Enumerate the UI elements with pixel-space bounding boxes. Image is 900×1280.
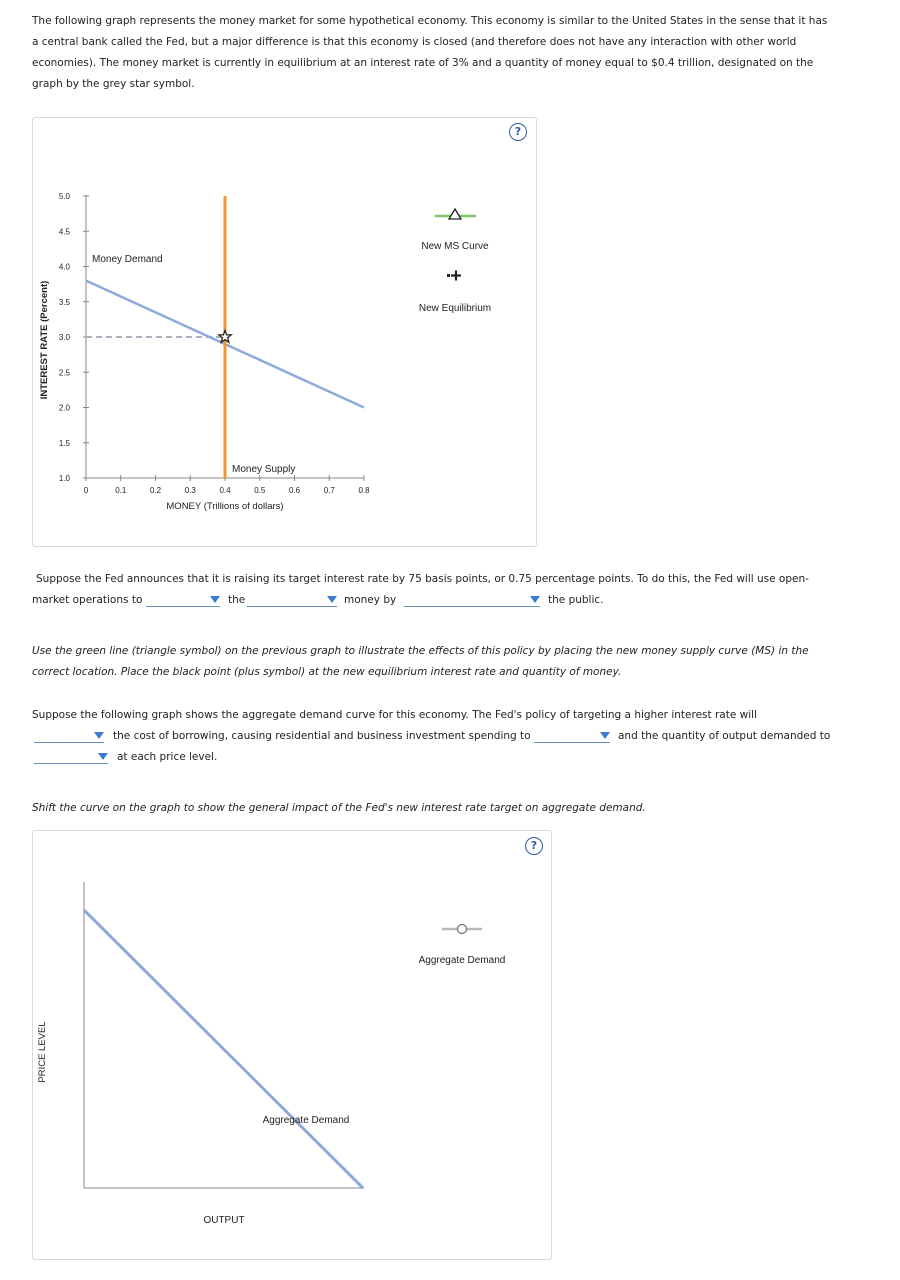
instruction-1	[32, 641, 862, 683]
x-tick-label: 0.7	[323, 486, 335, 495]
intro-line: a central bank called the Fed, but a major difference is that this economy is closed (and therefore does not have any interaction with other world	[32, 36, 797, 48]
new-equilibrium-tool[interactable]	[447, 271, 461, 281]
x-tick-label: 0.1	[115, 486, 127, 495]
q2-dropdown-investment[interactable]	[534, 730, 610, 743]
chevron-down-icon	[210, 596, 220, 603]
price-level-axis-label: PRICE LEVEL	[37, 1021, 48, 1083]
instruction-1-line: Use the green line (triangle symbol) on the previous graph to illustrate the effects of this policy by placing the new money supply curve (MS) in the	[32, 645, 809, 657]
chevron-down-icon	[600, 732, 610, 739]
q1-dropdown-counterparty[interactable]	[404, 594, 540, 607]
y-tick-label: 3.5	[58, 297, 70, 307]
output-axis-label: OUTPUT	[203, 1215, 245, 1226]
y-tick-label: 2.5	[58, 368, 70, 378]
q1-mid1: the	[228, 594, 246, 606]
y-axis-label: INTEREST RATE (Percent)	[39, 280, 50, 400]
money-supply-label: Money Supply	[232, 464, 296, 475]
legend-new-equilibrium: New Equilibrium	[418, 303, 492, 314]
new-ms-curve-tool[interactable]	[435, 209, 476, 219]
chevron-down-icon	[98, 753, 108, 760]
y-tick-label: 4.0	[58, 262, 70, 272]
x-tick-label: 0.3	[184, 486, 196, 495]
x-axis-label: MONEY (Trillions of dollars)	[166, 501, 284, 512]
question-2-line1: Suppose the following graph shows the aggregate demand curve for this economy. The Fed's policy of targeting a higher interest rate will	[32, 709, 757, 721]
instruction-2: Shift the curve on the graph to show the general impact of the Fed's new interest rate target on aggregate demand.	[32, 802, 646, 814]
help-icon[interactable]: ?	[525, 837, 543, 855]
aggregate-demand-curve-label: Aggregate Demand	[262, 1115, 350, 1126]
chevron-down-icon	[327, 596, 337, 603]
aggregate-demand-curve[interactable]	[84, 910, 363, 1188]
y-tick-label: 5.0	[58, 192, 70, 201]
x-tick-label: 0.2	[149, 486, 162, 495]
question-1-line1: Suppose the Fed announces that it is raising its target interest rate by 75 basis points, or 0.75 percentage points. To do this, the Fed will use open-	[36, 573, 809, 585]
aggregate-demand-tool[interactable]	[442, 925, 482, 934]
aggregate-demand-graph	[0, 830, 900, 1270]
y-tick-label: 2.0	[58, 403, 70, 413]
x-tick-label: 0.5	[254, 486, 266, 495]
q1-dropdown-direction[interactable]	[247, 594, 337, 607]
help-icon[interactable]: ?	[509, 123, 527, 141]
legend-aggregate-demand: Aggregate Demand	[418, 955, 506, 966]
q1-mid2: money by	[344, 594, 397, 606]
y-tick-label: 4.5	[58, 227, 70, 237]
x-tick-label: 0.4	[219, 486, 231, 495]
intro-line: graph by the grey star symbol.	[32, 78, 195, 90]
q1-dropdown-action[interactable]	[146, 594, 220, 607]
y-tick-label: 1.0	[58, 474, 70, 483]
q1-prefix: market operations to	[32, 594, 143, 606]
question-2	[32, 705, 862, 726]
instruction-1-line: correct location. Place the black point (plus symbol) at the new equilibrium interest rate and quantity of money.	[32, 666, 622, 678]
y-ticks	[59, 192, 89, 483]
intro-line: The following graph represents the money market for some hypothetical economy. This economy is similar to the United States in the sense that it has	[32, 15, 828, 27]
x-tick-label: 0.8	[358, 486, 370, 495]
q2-suffix: at each price level.	[117, 751, 218, 763]
q2-mid2: and the quantity of output demanded to	[618, 730, 831, 742]
money-market-graph	[0, 0, 900, 560]
chevron-down-icon	[94, 732, 104, 739]
intro-line: economies). The money market is currently in equilibrium at an interest rate of 3% and a quantity of money equal to $0.4 trillion, designated on the	[32, 57, 814, 69]
triangle-icon	[449, 209, 461, 219]
legend-new-ms-curve: New MS Curve	[421, 241, 489, 252]
q2-dropdown-cost[interactable]	[34, 730, 104, 743]
q2-mid1: the cost of borrowing, causing residential and business investment spending to	[113, 730, 531, 742]
y-tick-label: 1.5	[58, 438, 70, 448]
x-tick-label: 0.6	[288, 486, 301, 495]
money-demand-label: Money Demand	[92, 254, 163, 265]
q2-dropdown-output[interactable]	[34, 751, 108, 764]
x-tick-label: 0	[83, 486, 89, 495]
y-tick-label: 3.0	[58, 333, 70, 342]
q1-suffix: the public.	[548, 594, 604, 606]
chevron-down-icon	[530, 596, 540, 603]
question-1	[32, 569, 862, 590]
circle-icon	[458, 925, 467, 934]
